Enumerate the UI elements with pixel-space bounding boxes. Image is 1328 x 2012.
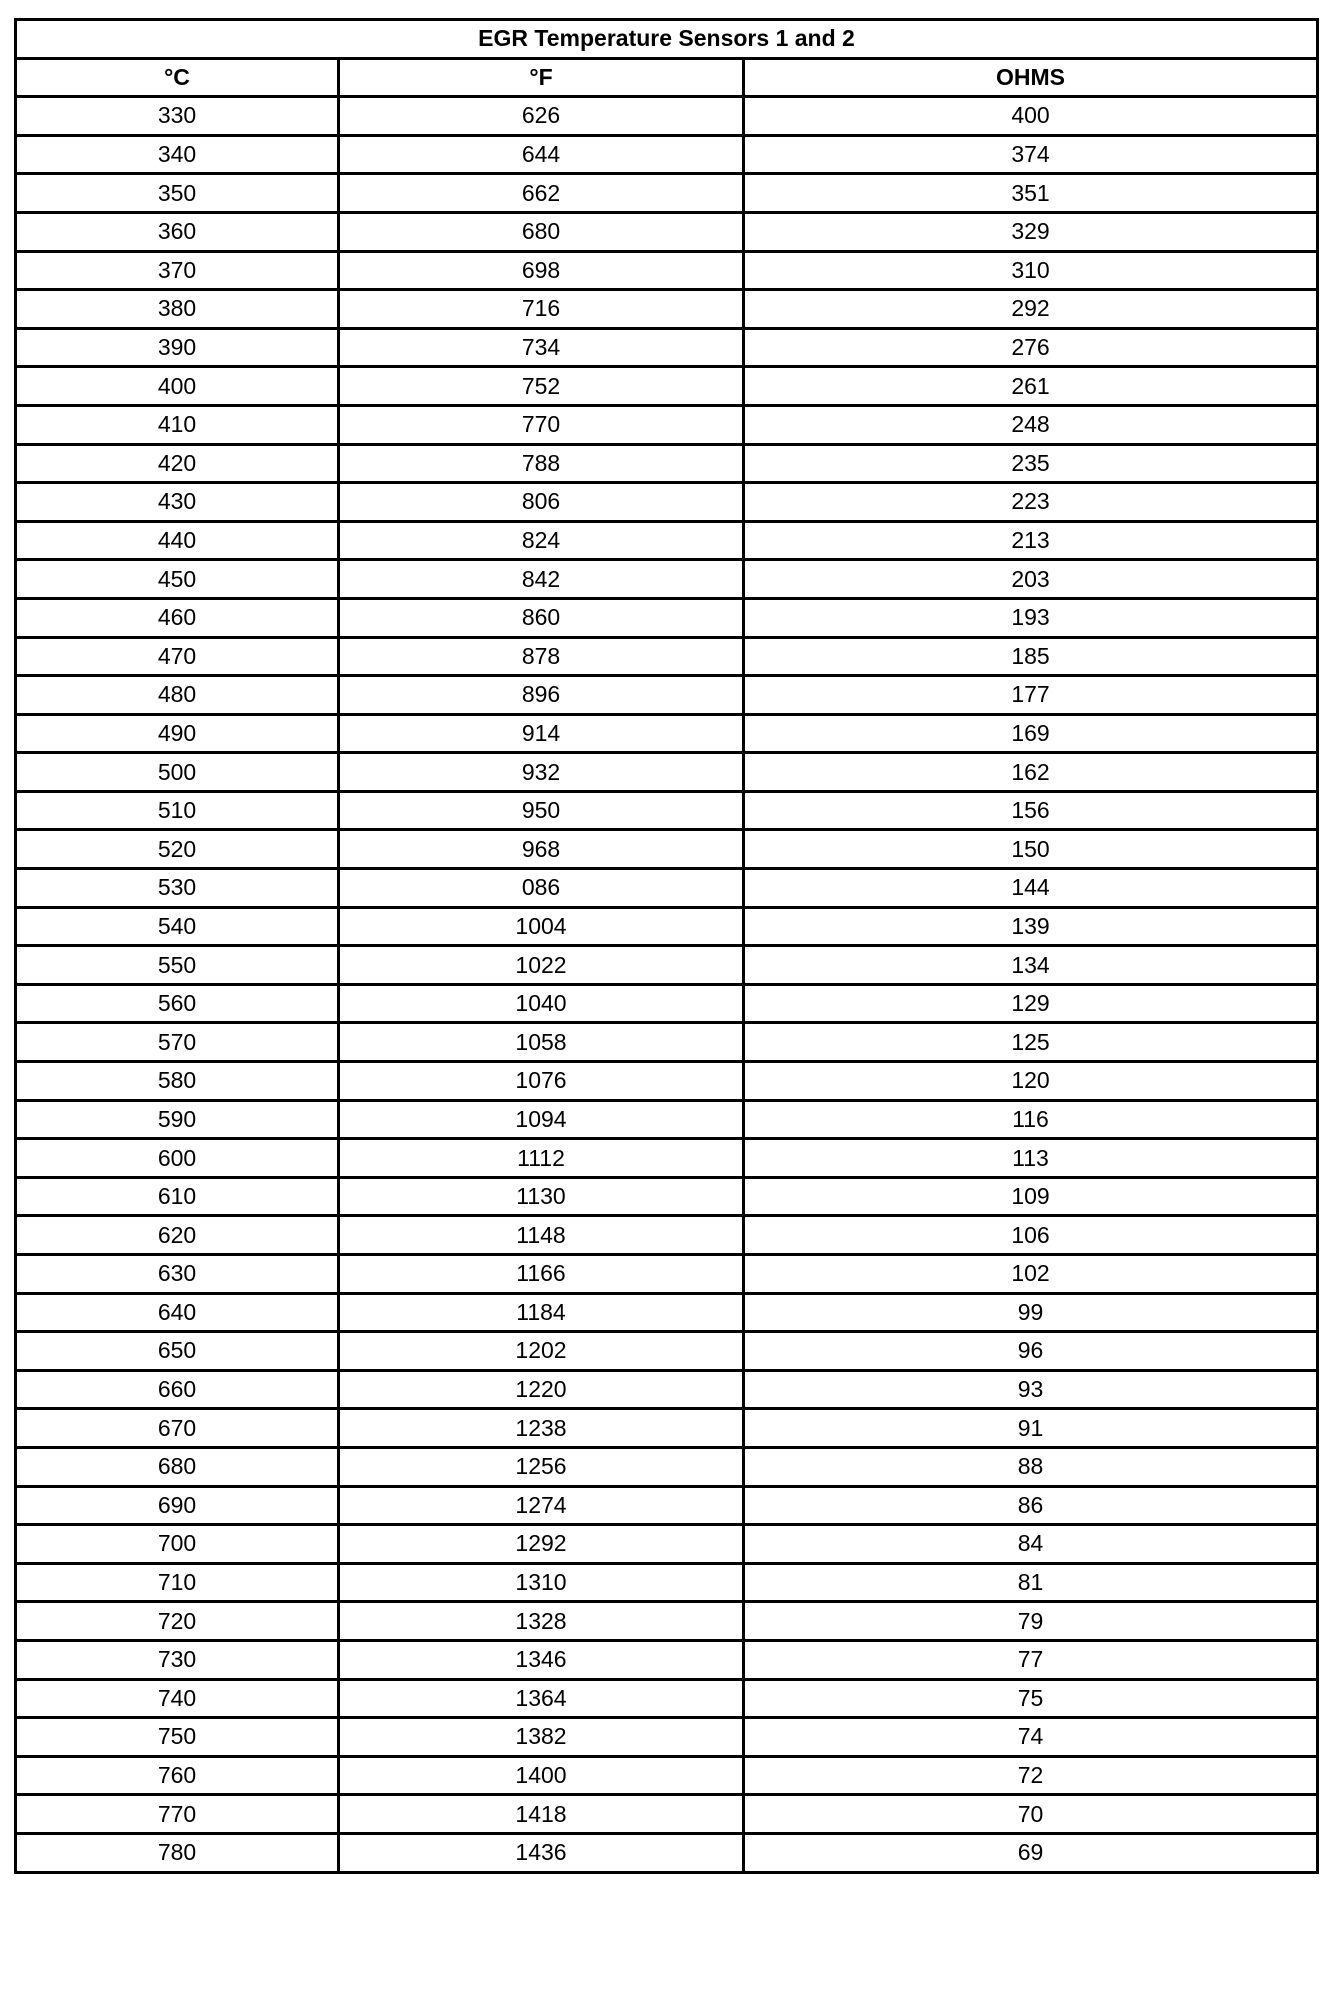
cell-celsius: 400 <box>16 367 339 406</box>
table-row <box>16 1833 1318 1872</box>
cell-ohms: 99 <box>744 1293 1318 1332</box>
table-title: EGR Temperature Sensors 1 and 2 <box>16 20 1318 59</box>
table-row <box>16 676 1318 715</box>
cell-celsius: 460 <box>16 598 339 637</box>
cell-fahrenheit: 770 <box>339 405 744 444</box>
cell-ohms: 79 <box>744 1602 1318 1641</box>
cell-ohms: 351 <box>744 174 1318 213</box>
table-row <box>16 1062 1318 1101</box>
cell-celsius: 340 <box>16 135 339 174</box>
cell-ohms: 102 <box>744 1255 1318 1294</box>
table-row <box>16 212 1318 251</box>
cell-ohms: 144 <box>744 869 1318 908</box>
cell-celsius: 430 <box>16 483 339 522</box>
cell-fahrenheit: 1400 <box>339 1756 744 1795</box>
cell-celsius: 630 <box>16 1255 339 1294</box>
table-row <box>16 174 1318 213</box>
cell-fahrenheit: 842 <box>339 560 744 599</box>
table-row <box>16 1100 1318 1139</box>
cell-fahrenheit: 914 <box>339 714 744 753</box>
cell-ohms: 400 <box>744 97 1318 136</box>
table-title-row <box>16 20 1318 59</box>
cell-fahrenheit: 734 <box>339 328 744 367</box>
cell-fahrenheit: 1418 <box>339 1795 744 1834</box>
cell-fahrenheit: 1274 <box>339 1486 744 1525</box>
cell-fahrenheit: 698 <box>339 251 744 290</box>
table-row <box>16 1486 1318 1525</box>
cell-fahrenheit: 1022 <box>339 946 744 985</box>
cell-fahrenheit: 1436 <box>339 1833 744 1872</box>
cell-celsius: 670 <box>16 1409 339 1448</box>
cell-celsius: 330 <box>16 97 339 136</box>
cell-ohms: 91 <box>744 1409 1318 1448</box>
table-row <box>16 946 1318 985</box>
cell-ohms: 129 <box>744 984 1318 1023</box>
cell-celsius: 760 <box>16 1756 339 1795</box>
cell-ohms: 81 <box>744 1563 1318 1602</box>
cell-celsius: 560 <box>16 984 339 1023</box>
cell-fahrenheit: 716 <box>339 290 744 329</box>
cell-ohms: 109 <box>744 1177 1318 1216</box>
table-row <box>16 97 1318 136</box>
table-row <box>16 290 1318 329</box>
cell-fahrenheit: 932 <box>339 753 744 792</box>
table-row <box>16 135 1318 174</box>
cell-celsius: 480 <box>16 676 339 715</box>
cell-fahrenheit: 1256 <box>339 1447 744 1486</box>
cell-ohms: 93 <box>744 1370 1318 1409</box>
table-row <box>16 1640 1318 1679</box>
cell-fahrenheit: 1382 <box>339 1718 744 1757</box>
header-ohms: OHMS <box>744 58 1318 97</box>
cell-fahrenheit: 1220 <box>339 1370 744 1409</box>
cell-celsius: 440 <box>16 521 339 560</box>
table-row <box>16 907 1318 946</box>
cell-ohms: 106 <box>744 1216 1318 1255</box>
cell-ohms: 75 <box>744 1679 1318 1718</box>
table-header-row <box>16 58 1318 97</box>
table-row <box>16 1139 1318 1178</box>
cell-celsius: 350 <box>16 174 339 213</box>
cell-fahrenheit: 1346 <box>339 1640 744 1679</box>
cell-ohms: 261 <box>744 367 1318 406</box>
table-row <box>16 753 1318 792</box>
cell-fahrenheit: 1202 <box>339 1332 744 1371</box>
cell-fahrenheit: 086 <box>339 869 744 908</box>
cell-ohms: 203 <box>744 560 1318 599</box>
cell-ohms: 150 <box>744 830 1318 869</box>
cell-fahrenheit: 644 <box>339 135 744 174</box>
cell-fahrenheit: 878 <box>339 637 744 676</box>
cell-ohms: 86 <box>744 1486 1318 1525</box>
cell-fahrenheit: 752 <box>339 367 744 406</box>
cell-ohms: 69 <box>744 1833 1318 1872</box>
table-body <box>16 97 1318 1872</box>
table-row <box>16 714 1318 753</box>
cell-fahrenheit: 806 <box>339 483 744 522</box>
cell-celsius: 570 <box>16 1023 339 1062</box>
cell-ohms: 84 <box>744 1525 1318 1564</box>
cell-fahrenheit: 1094 <box>339 1100 744 1139</box>
table-row <box>16 1679 1318 1718</box>
cell-fahrenheit: 1310 <box>339 1563 744 1602</box>
cell-fahrenheit: 626 <box>339 97 744 136</box>
cell-celsius: 720 <box>16 1602 339 1641</box>
cell-celsius: 660 <box>16 1370 339 1409</box>
cell-ohms: 374 <box>744 135 1318 174</box>
table-row <box>16 598 1318 637</box>
cell-celsius: 360 <box>16 212 339 251</box>
cell-fahrenheit: 896 <box>339 676 744 715</box>
cell-celsius: 500 <box>16 753 339 792</box>
cell-ohms: 276 <box>744 328 1318 367</box>
cell-fahrenheit: 1112 <box>339 1139 744 1178</box>
cell-fahrenheit: 1328 <box>339 1602 744 1641</box>
cell-celsius: 470 <box>16 637 339 676</box>
cell-celsius: 420 <box>16 444 339 483</box>
cell-fahrenheit: 1004 <box>339 907 744 946</box>
cell-celsius: 490 <box>16 714 339 753</box>
cell-celsius: 510 <box>16 791 339 830</box>
table-row <box>16 1525 1318 1564</box>
cell-ohms: 162 <box>744 753 1318 792</box>
table-row <box>16 1216 1318 1255</box>
cell-ohms: 177 <box>744 676 1318 715</box>
cell-fahrenheit: 662 <box>339 174 744 213</box>
table-row <box>16 1447 1318 1486</box>
cell-ohms: 77 <box>744 1640 1318 1679</box>
cell-ohms: 235 <box>744 444 1318 483</box>
table-row <box>16 444 1318 483</box>
cell-celsius: 710 <box>16 1563 339 1602</box>
cell-fahrenheit: 1076 <box>339 1062 744 1101</box>
cell-ohms: 96 <box>744 1332 1318 1371</box>
cell-ohms: 310 <box>744 251 1318 290</box>
table-row <box>16 367 1318 406</box>
cell-ohms: 213 <box>744 521 1318 560</box>
cell-fahrenheit: 1058 <box>339 1023 744 1062</box>
cell-ohms: 139 <box>744 907 1318 946</box>
cell-celsius: 750 <box>16 1718 339 1757</box>
cell-celsius: 540 <box>16 907 339 946</box>
table-row <box>16 405 1318 444</box>
cell-fahrenheit: 788 <box>339 444 744 483</box>
table-row <box>16 1602 1318 1641</box>
table-row <box>16 869 1318 908</box>
cell-ohms: 292 <box>744 290 1318 329</box>
table-row <box>16 560 1318 599</box>
cell-fahrenheit: 1148 <box>339 1216 744 1255</box>
cell-celsius: 600 <box>16 1139 339 1178</box>
table-row <box>16 1255 1318 1294</box>
header-celsius: °C <box>16 58 339 97</box>
cell-celsius: 730 <box>16 1640 339 1679</box>
cell-celsius: 590 <box>16 1100 339 1139</box>
table-row <box>16 1795 1318 1834</box>
table-row <box>16 984 1318 1023</box>
table-row <box>16 1370 1318 1409</box>
cell-celsius: 380 <box>16 290 339 329</box>
cell-celsius: 640 <box>16 1293 339 1332</box>
table-row <box>16 1023 1318 1062</box>
cell-fahrenheit: 1292 <box>339 1525 744 1564</box>
table-row <box>16 483 1318 522</box>
cell-ohms: 134 <box>744 946 1318 985</box>
cell-celsius: 550 <box>16 946 339 985</box>
cell-fahrenheit: 860 <box>339 598 744 637</box>
cell-fahrenheit: 1184 <box>339 1293 744 1332</box>
cell-ohms: 193 <box>744 598 1318 637</box>
cell-celsius: 680 <box>16 1447 339 1486</box>
cell-fahrenheit: 1166 <box>339 1255 744 1294</box>
table-row <box>16 1332 1318 1371</box>
cell-celsius: 610 <box>16 1177 339 1216</box>
cell-fahrenheit: 680 <box>339 212 744 251</box>
cell-ohms: 329 <box>744 212 1318 251</box>
cell-ohms: 70 <box>744 1795 1318 1834</box>
cell-fahrenheit: 824 <box>339 521 744 560</box>
table-row <box>16 637 1318 676</box>
cell-fahrenheit: 1238 <box>339 1409 744 1448</box>
cell-ohms: 113 <box>744 1139 1318 1178</box>
cell-celsius: 620 <box>16 1216 339 1255</box>
cell-ohms: 88 <box>744 1447 1318 1486</box>
table-row <box>16 1756 1318 1795</box>
cell-ohms: 116 <box>744 1100 1318 1139</box>
cell-fahrenheit: 968 <box>339 830 744 869</box>
cell-ohms: 169 <box>744 714 1318 753</box>
cell-fahrenheit: 1364 <box>339 1679 744 1718</box>
cell-celsius: 520 <box>16 830 339 869</box>
egr-sensor-table <box>14 18 1319 1874</box>
header-fahrenheit: °F <box>339 58 744 97</box>
cell-ohms: 185 <box>744 637 1318 676</box>
cell-celsius: 650 <box>16 1332 339 1371</box>
cell-ohms: 223 <box>744 483 1318 522</box>
table-row <box>16 791 1318 830</box>
cell-ohms: 125 <box>744 1023 1318 1062</box>
table-row <box>16 1718 1318 1757</box>
table-row <box>16 1409 1318 1448</box>
cell-celsius: 530 <box>16 869 339 908</box>
cell-celsius: 580 <box>16 1062 339 1101</box>
table-row <box>16 1177 1318 1216</box>
cell-ohms: 248 <box>744 405 1318 444</box>
cell-celsius: 390 <box>16 328 339 367</box>
cell-fahrenheit: 1130 <box>339 1177 744 1216</box>
table-row <box>16 328 1318 367</box>
cell-celsius: 770 <box>16 1795 339 1834</box>
cell-ohms: 74 <box>744 1718 1318 1757</box>
table-row <box>16 251 1318 290</box>
cell-ohms: 120 <box>744 1062 1318 1101</box>
cell-ohms: 156 <box>744 791 1318 830</box>
table-row <box>16 1563 1318 1602</box>
cell-fahrenheit: 1040 <box>339 984 744 1023</box>
cell-celsius: 740 <box>16 1679 339 1718</box>
cell-celsius: 690 <box>16 1486 339 1525</box>
table-row <box>16 830 1318 869</box>
cell-celsius: 700 <box>16 1525 339 1564</box>
cell-fahrenheit: 950 <box>339 791 744 830</box>
cell-celsius: 410 <box>16 405 339 444</box>
cell-celsius: 780 <box>16 1833 339 1872</box>
cell-celsius: 450 <box>16 560 339 599</box>
table-row <box>16 521 1318 560</box>
table-row <box>16 1293 1318 1332</box>
cell-ohms: 72 <box>744 1756 1318 1795</box>
cell-celsius: 370 <box>16 251 339 290</box>
